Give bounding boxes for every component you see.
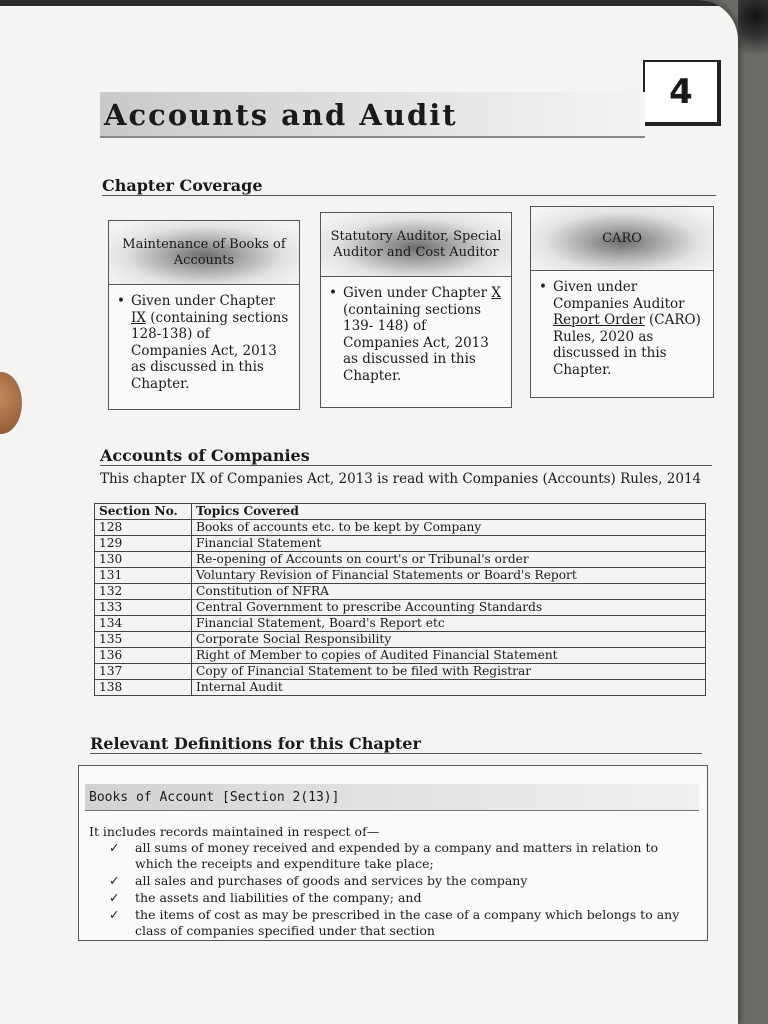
topics-table [94, 503, 706, 696]
chapter-number-badge: 4 [643, 60, 721, 126]
topic-cell: Financial Statement, Board's Report etc [192, 616, 706, 632]
chapter-title: Accounts and Audit [104, 98, 458, 132]
coverage-box-books [108, 220, 300, 410]
check-mark-icon: ✓ [109, 907, 120, 922]
section-number-cell: 135 [95, 632, 192, 648]
section-number-cell: 137 [95, 664, 192, 680]
topic-cell: Books of accounts etc. to be kept by Company [192, 520, 706, 536]
list-item-text: the assets and liabilities of the company; and [135, 890, 422, 905]
table-row [95, 520, 706, 536]
coverage-rule [102, 195, 716, 196]
accounts-intro: This chapter IX of Companies Act, 2013 is read with Companies (Accounts) Rules, 2014 [100, 471, 702, 487]
topic-cell: Re-opening of Accounts on court's or Tribunal's order [192, 552, 706, 568]
section-number-cell: 129 [95, 536, 192, 552]
definitions-rule [90, 753, 702, 754]
list-item [89, 873, 699, 889]
table-row [95, 600, 706, 616]
table-row [95, 536, 706, 552]
topic-cell: Right of Member to copies of Audited Financial Statement [192, 648, 706, 664]
list-item [89, 840, 699, 872]
definitions-heading: Relevant Definitions for this Chapter [90, 734, 421, 753]
section-number-cell: 130 [95, 552, 192, 568]
coverage-box-auditor [320, 212, 512, 408]
table-row [95, 664, 706, 680]
accounts-rule [100, 465, 712, 466]
check-mark-icon: ✓ [109, 840, 120, 855]
definition-intro: It includes records maintained in respect of— [89, 824, 380, 839]
topic-cell: Constitution of NFRA [192, 584, 706, 600]
table-row [95, 552, 706, 568]
list-item-text: all sums of money received and expended by a company and matters in relation to which the receipts and expenditure take place; [135, 840, 659, 871]
coverage-box-title: Maintenance of Books of Accounts [109, 221, 299, 285]
list-item-text: the items of cost as may be prescribed in the case of a company which belongs to any class of companies specified under that section [135, 907, 680, 938]
list-item [89, 907, 699, 939]
table-row [95, 648, 706, 664]
section-number-cell: 131 [95, 568, 192, 584]
bullet-icon: • [329, 285, 337, 301]
list-item [89, 890, 699, 906]
coverage-heading: Chapter Coverage [102, 176, 263, 195]
table-row [95, 568, 706, 584]
table-row [95, 632, 706, 648]
table-header-row [95, 504, 706, 520]
coverage-box-title: Statutory Auditor, Special Auditor and Cost Auditor [321, 213, 511, 277]
topic-cell: Financial Statement [192, 536, 706, 552]
topic-cell: Copy of Financial Statement to be filed with Registrar [192, 664, 706, 680]
coverage-box-body: • Given under Chapter IX (containing sections 128-138) of Companies Act, 2013 as discussed in this Chapter. [117, 293, 289, 392]
definition-box [78, 765, 708, 941]
bullet-icon: • [539, 279, 547, 295]
topic-cell: Central Government to prescribe Accounting Standards [192, 600, 706, 616]
section-number-cell: 133 [95, 600, 192, 616]
column-header-section: Section No. [95, 504, 192, 520]
check-mark-icon: ✓ [109, 873, 120, 888]
coverage-box-title: CARO [531, 207, 713, 271]
definition-list [89, 840, 699, 940]
coverage-box-caro [530, 206, 714, 398]
table-row [95, 584, 706, 600]
table-row [95, 680, 706, 696]
table-row [95, 616, 706, 632]
section-number-cell: 138 [95, 680, 192, 696]
page-corner-shadow [738, 0, 768, 80]
section-number-cell: 132 [95, 584, 192, 600]
coverage-box-body: • Given under Chapter X (containing sections 139- 148) of Companies Act, 2013 as discussed in this Chapter. [329, 285, 501, 384]
page-top-edge [0, 0, 738, 6]
topic-cell: Voluntary Revision of Financial Statements or Board's Report [192, 568, 706, 584]
section-number-cell: 128 [95, 520, 192, 536]
column-header-topics: Topics Covered [192, 504, 706, 520]
topic-cell: Internal Audit [192, 680, 706, 696]
definition-title: Books of Account [Section 2(13)] [89, 790, 340, 805]
check-mark-icon: ✓ [109, 890, 120, 905]
accounts-heading: Accounts of Companies [100, 446, 310, 465]
section-number-cell: 136 [95, 648, 192, 664]
list-item-text: all sales and purchases of goods and services by the company [135, 873, 528, 888]
section-number-cell: 134 [95, 616, 192, 632]
bullet-icon: • [117, 293, 125, 309]
topic-cell: Corporate Social Responsibility [192, 632, 706, 648]
coverage-box-body: • Given under Companies Auditor Report Order (CARO) Rules, 2020 as discussed in this Chapter. [539, 279, 701, 378]
